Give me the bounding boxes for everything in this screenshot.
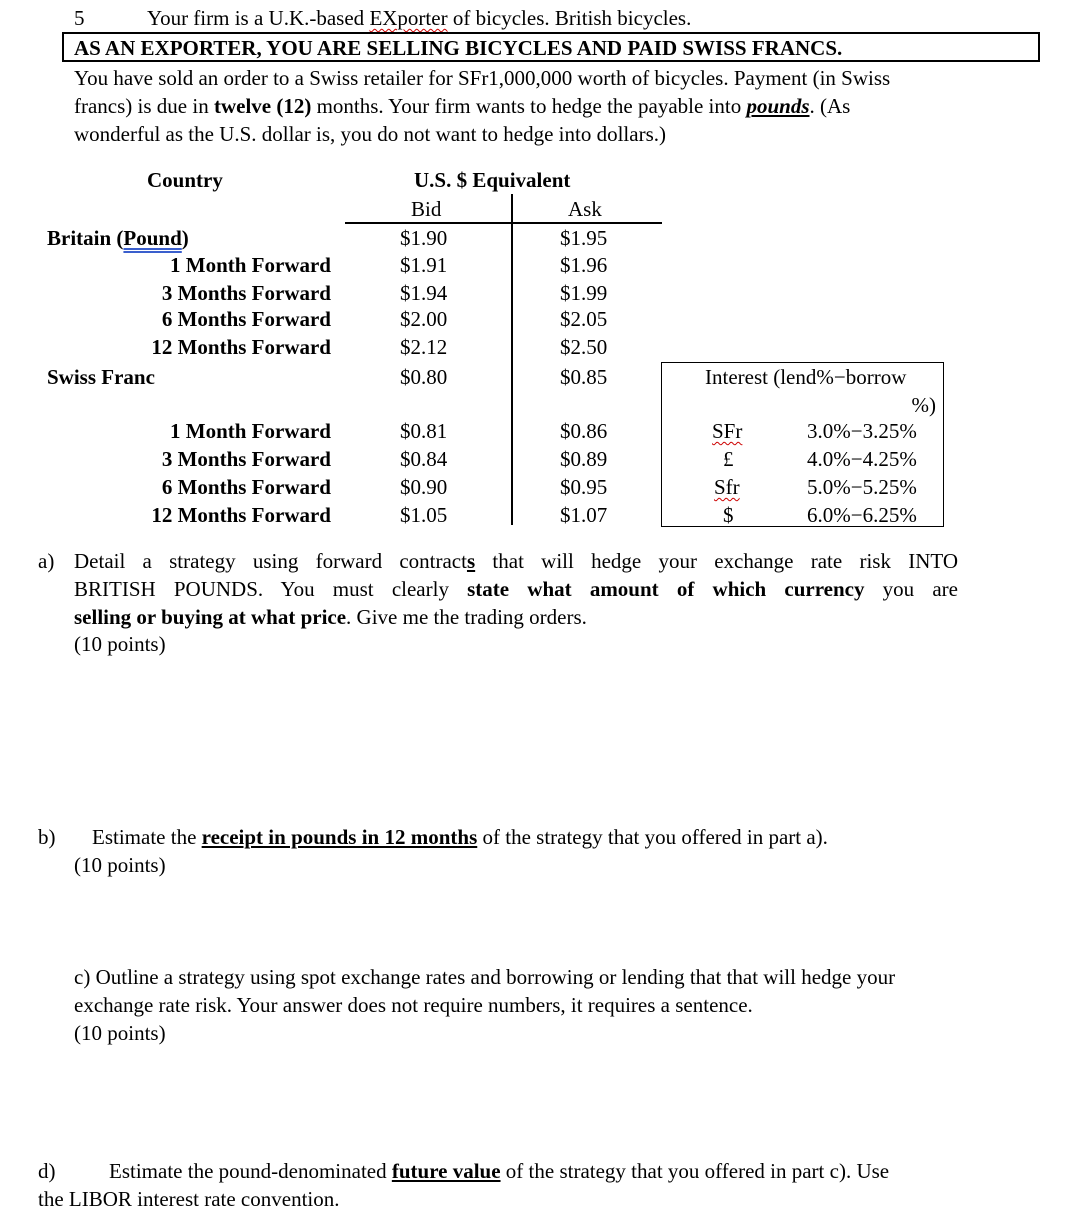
part-a-l3a: selling or buying at what price — [74, 605, 347, 629]
part-d-t3: of the strategy that you offered in part c). Use — [500, 1159, 890, 1183]
britain-ask: $1.96 — [560, 253, 608, 277]
body-line-2 — [74, 92, 850, 120]
swiss-ask: $0.95 — [560, 475, 608, 499]
britain-bid: $1.94 — [400, 281, 448, 305]
part-d-t2: future value — [391, 1159, 501, 1183]
interest-rate: 4.0%−4.25% — [807, 447, 917, 471]
britain-prefix: Britain ( — [47, 226, 124, 250]
intro-exporter-word: EXporter — [369, 6, 448, 30]
country-header: Country — [147, 168, 223, 192]
britain-ask: $2.50 — [560, 335, 608, 359]
interest-rate: 6.0%−6.25% — [807, 503, 917, 527]
body-line-2a: francs) is due in — [74, 94, 214, 118]
interest-rate: 5.0%−5.25% — [807, 475, 917, 499]
header-rule — [345, 222, 662, 224]
part-b-t1: Estimate the — [92, 825, 202, 849]
intro-after: of bicycles. British bicycles. — [447, 6, 692, 30]
part-a-l2b: state what amount of which currency — [467, 577, 865, 601]
part-c-line-2: exchange rate risk. Your answer does not require numbers, it requires a sentence. — [74, 993, 753, 1017]
banner-box — [62, 32, 1040, 62]
britain-row-label: 3 Months Forward — [161, 281, 331, 305]
britain-row-label: 12 Months Forward — [151, 335, 331, 359]
part-a-marker: a) — [38, 549, 55, 573]
part-a-points: (10 points) — [74, 632, 166, 656]
britain-ask: $2.05 — [560, 307, 608, 331]
swiss-row-label: 3 Months Forward — [161, 447, 331, 471]
body-line-2c: months. Your firm wants to hedge the payable into — [311, 94, 747, 118]
part-d-marker: d) — [38, 1159, 56, 1183]
part-a-l2a: BRITISH POUNDS. You must clearly — [74, 577, 468, 601]
britain-ask: $1.99 — [560, 281, 608, 305]
swiss-row-label: 6 Months Forward — [161, 475, 331, 499]
part-a-l1b: s — [466, 549, 476, 573]
britain-pound-word: Pound — [123, 226, 182, 250]
part-d-line-2: the LIBOR interest rate convention. — [38, 1187, 340, 1211]
part-b-t2: receipt in pounds in 12 months — [201, 825, 478, 849]
intro-before: Your firm is a U.K.-based — [147, 6, 370, 30]
swiss-bid: $0.84 — [400, 447, 448, 471]
ask-header: Ask — [568, 197, 602, 221]
banner-text: AS AN EXPORTER, YOU ARE SELLING BICYCLES AND PAID SWISS FRANCS. — [74, 36, 843, 60]
body-line-3: wonderful as the U.S. dollar is, you do not want to hedge into dollars.) — [74, 122, 666, 146]
britain-label — [47, 224, 189, 252]
interest-rate: 3.0%−3.25% — [807, 419, 917, 443]
part-c-points: (10 points) — [74, 1021, 166, 1045]
body-line-1: You have sold an order to a Swiss retailer for SFr1,000,000 worth of bicycles. Payment (in Swiss — [74, 66, 891, 90]
swiss-label: Swiss Franc — [47, 365, 155, 389]
part-d-line-1 — [109, 1157, 889, 1185]
body-pounds: pounds — [746, 94, 810, 118]
swiss-spot-ask: $0.85 — [560, 365, 608, 389]
body-line-2e: . (As — [809, 94, 851, 118]
question-number: 5 — [74, 6, 85, 30]
swiss-bid: $0.81 — [400, 419, 448, 443]
britain-suffix: ) — [181, 226, 189, 250]
body-twelve: twelve (12) — [213, 94, 312, 118]
swiss-ask: $0.89 — [560, 447, 608, 471]
part-d-t1: Estimate the pound-denominated — [109, 1159, 392, 1183]
part-a-line-3 — [74, 603, 587, 631]
britain-bid: $1.91 — [400, 253, 448, 277]
swiss-ask: $1.07 — [560, 503, 608, 527]
swiss-bid: $1.05 — [400, 503, 448, 527]
britain-ask: $1.95 — [560, 226, 608, 250]
part-b-points: (10 points) — [74, 853, 166, 877]
part-a-l3b: . Give me the trading orders. — [346, 605, 587, 629]
part-a-l1a: Detail a strategy using forward contract — [74, 549, 467, 573]
britain-row-label: 1 Month Forward — [170, 253, 331, 277]
part-a-line-2 — [74, 575, 958, 603]
swiss-bid: $0.90 — [400, 475, 448, 499]
bid-ask-divider — [511, 194, 513, 525]
interest-currency: $ — [723, 503, 734, 527]
part-a-l1c: that will hedge your exchange rate risk INTO — [475, 549, 958, 573]
swiss-row-label: 1 Month Forward — [170, 419, 331, 443]
part-c-line-1: c) Outline a strategy using spot exchange rates and borrowing or lending that that will hedge your — [74, 965, 896, 989]
swiss-spot-bid: $0.80 — [400, 365, 448, 389]
britain-bid: $2.00 — [400, 307, 448, 331]
interest-currency: Sfr — [714, 475, 740, 499]
britain-bid: $2.12 — [400, 335, 448, 359]
britain-row-label: 6 Months Forward — [161, 307, 331, 331]
britain-bid: $1.90 — [400, 226, 448, 250]
part-b-t3: of the strategy that you offered in part a). — [477, 825, 828, 849]
part-a-line-1 — [74, 547, 958, 575]
part-a-l2c: you are — [864, 577, 958, 601]
swiss-ask: $0.86 — [560, 419, 608, 443]
part-b-marker: b) — [38, 825, 56, 849]
interest-currency: SFr — [712, 419, 743, 443]
equiv-header: U.S. $ Equivalent — [414, 168, 571, 192]
swiss-row-label: 12 Months Forward — [151, 503, 331, 527]
bid-header: Bid — [411, 197, 442, 221]
interest-header-1: Interest (lend%−borrow — [705, 365, 907, 389]
interest-currency: £ — [723, 447, 734, 471]
interest-header-2: %) — [911, 393, 936, 417]
question-intro — [147, 4, 691, 32]
part-b-line-1 — [92, 823, 828, 851]
